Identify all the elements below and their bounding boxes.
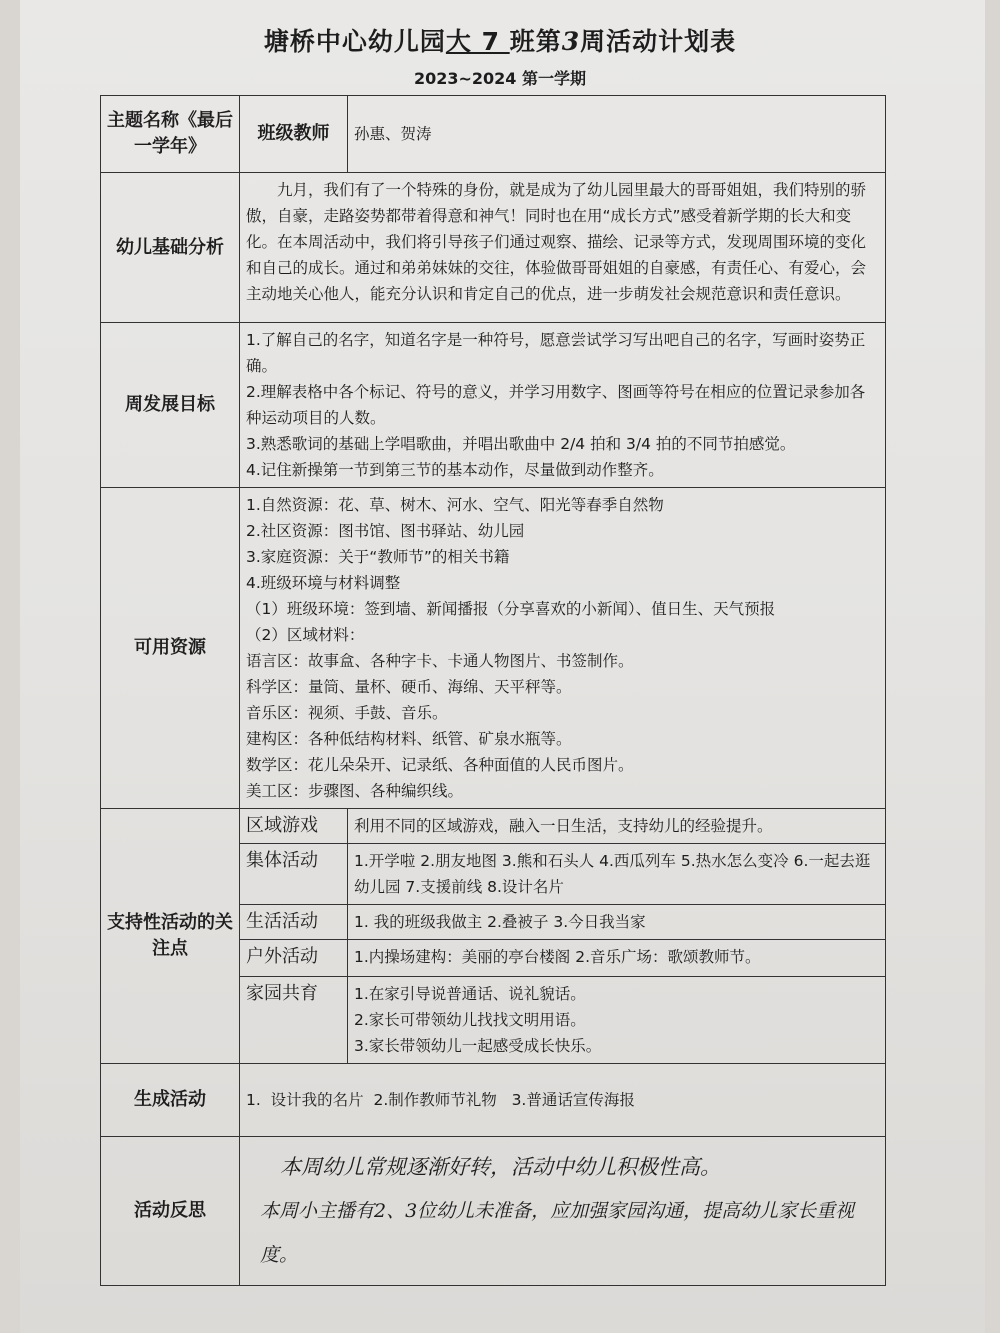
support-row-name: 户外活动 [240, 940, 348, 977]
term: 2023~2024 第一学期 [413, 69, 587, 88]
generated-label: 生成活动 [101, 1064, 240, 1137]
resource-item: 建构区：各种低结构材料、纸管、矿泉水瓶等。 [246, 730, 572, 748]
reflection-label: 活动反思 [101, 1137, 240, 1286]
resource-item: 语言区：故事盒、各种字卡、卡通人物图片、书签制作。 [246, 652, 634, 670]
reflection-line: 本周幼儿常规逐渐好转，活动中幼儿积极性高。 [280, 1155, 721, 1179]
home-item: 2.家长可带领幼儿找找文明用语。 [354, 1011, 586, 1029]
goal-item: 1.了解自己的名字，知道名字是一种符号，愿意尝试学习写出吧自己的名字，写画时姿势正确。 [246, 331, 866, 375]
resource-item: 音乐区：视须、手鼓、音乐。 [246, 704, 448, 722]
teacher-label: 班级教师 [240, 96, 348, 173]
resource-item: 美工区：步骤图、各种编织线。 [246, 782, 464, 800]
resource-item: 3.家庭资源：关于“教师节”的相关书籍 [246, 548, 510, 566]
plan-table [100, 95, 886, 1286]
goals-label: 周发展目标 [101, 323, 240, 488]
generated-text: 1. 设计我的名片 2.制作教师节礼物 3.普通话宣传海报 [240, 1064, 886, 1137]
resource-item: （1）班级环境：签到墙、新闻播报（分享喜欢的小新闻）、值日生、天气预报 [246, 600, 776, 618]
support-row-text [348, 977, 886, 1064]
support-row-name: 集体活动 [240, 844, 348, 905]
resources-label: 可用资源 [101, 488, 240, 809]
reflection-line: 本周小主播有2、3位幼儿未准备，应加强家园沟通，提高幼儿家长重视度。 [260, 1200, 855, 1266]
support-row-text: 1.开学啦 2.朋友地图 3.熊和石头人 4.西瓜列车 5.热水怎么变冷 6.一起去逛幼儿园 7.支援前线 8.设计名片 [348, 844, 886, 905]
resource-item: 数学区：花儿朵朵开、记录纸、各种面值的人民币图片。 [246, 756, 634, 774]
support-row-text: 1.内操场建构：美丽的亭台楼阁 2.音乐广场：歌颂教师节。 [348, 940, 886, 977]
goal-item: 4.记住新操第一节到第三节的基本动作，尽量做到动作整齐。 [246, 461, 664, 479]
resource-item: （2）区域材料： [246, 626, 365, 644]
support-row-name: 生活活动 [240, 905, 348, 940]
goal-item: 3.熟悉歌词的基础上学唱歌曲，并唱出歌曲中 2/4 拍和 3/4 拍的不同节拍感觉。 [246, 435, 796, 453]
teachers: 孙惠、贺涛 [348, 96, 886, 173]
resource-item: 2.社区资源：图书馆、图书驿站、幼儿园 [246, 522, 525, 540]
goal-item: 2.理解表格中各个标记、符号的意义，并学习用数字、图画等符号在相应的位置记录参加各种运动项目的人数。 [246, 383, 866, 427]
analysis-label: 幼儿基础分析 [101, 173, 240, 323]
resource-item: 1.自然资源：花、草、树木、河水、空气、阳光等春季自然物 [246, 496, 664, 514]
resources-list [240, 488, 886, 809]
goals-list [240, 323, 886, 488]
support-row-text: 利用不同的区域游戏，融入一日生活，支持幼儿的经验提升。 [348, 809, 886, 844]
support-row-name: 区域游戏 [240, 809, 348, 844]
resource-item: 4.班级环境与材料调整 [246, 574, 401, 592]
resource-item: 科学区：量筒、量杯、硬币、海绵、天平秤等。 [246, 678, 572, 696]
support-label: 支持性活动的关注点 [101, 809, 240, 1064]
home-item: 1.在家引导说普通话、说礼貌话。 [354, 985, 586, 1003]
reflection-handwriting [240, 1137, 886, 1286]
analysis-text: 九月，我们有了一个特殊的身份，就是成为了幼儿园里最大的哥哥姐姐，我们特别的骄傲，自豪，走路姿势都带着得意和神气！同时也在用“成长方式”感受着新学期的长大和变化。在本周活动中，我们将引导孩子们通过观察、描绘、记录等方式，发现周围环境的变化和自己的成长。通过和弟弟妹妹的交往，体验做哥哥姐姐的自豪感，有责任心、有爱心，会主动地关心他人，能充分认识和肯定自己的优点，进一步萌发社会规范意识和责任意识。 [240, 173, 886, 323]
support-row-name: 家园共育 [240, 977, 348, 1064]
home-item: 3.家长带领幼儿一起感受成长快乐。 [354, 1037, 602, 1055]
theme-label: 主题名称《最后一学年》 [101, 96, 240, 173]
support-row-text: 1. 我的班级我做主 2.叠被子 3.今日我当家 [348, 905, 886, 940]
page-title: 塘桥中心幼儿园大 7 班第3周活动计划表 [263, 27, 737, 56]
